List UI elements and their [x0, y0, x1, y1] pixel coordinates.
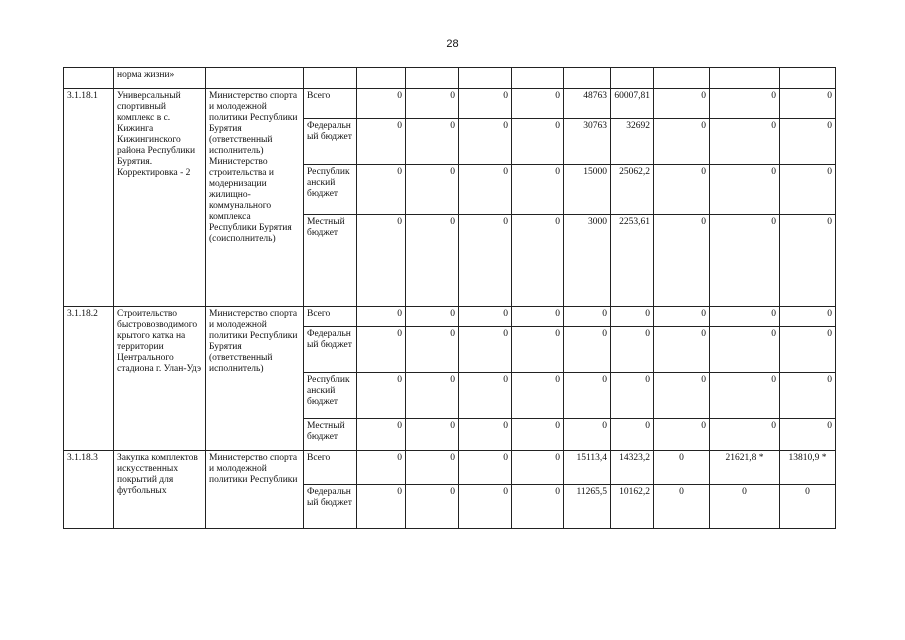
- funding-source: Местный бюджет: [304, 215, 357, 307]
- value-cell: 0: [654, 373, 710, 419]
- value-cell: 0: [459, 451, 512, 485]
- value-cell: 0: [459, 327, 512, 373]
- value-cell: 0: [512, 485, 564, 529]
- value-cell: 0: [564, 307, 611, 327]
- value-cell: 0: [512, 373, 564, 419]
- funding-source: Федеральный бюджет: [304, 485, 357, 529]
- value-cell: 21621,8 *: [710, 451, 780, 485]
- value-cell: 0: [357, 215, 406, 307]
- value-cell: 0: [780, 327, 836, 373]
- value-cell: 0: [459, 485, 512, 529]
- value-cell: 0: [406, 89, 459, 119]
- item-executor: Министерство спорта и молодежной политики Республики Бурятия (ответственный исполнитель): [206, 307, 304, 451]
- value-cell: 0: [459, 215, 512, 307]
- value-cell: 15000: [564, 165, 611, 215]
- value-cell: 0: [406, 419, 459, 451]
- funding-source: Всего: [304, 89, 357, 119]
- funding-source: Республиканский бюджет: [304, 373, 357, 419]
- value-cell: 0: [710, 89, 780, 119]
- value-cell: 0: [654, 485, 710, 529]
- value-cell: 0: [654, 451, 710, 485]
- value-cell: 0: [459, 307, 512, 327]
- value-cell: 0: [564, 373, 611, 419]
- value-cell: 0: [780, 215, 836, 307]
- funding-source: Федеральный бюджет: [304, 119, 357, 165]
- funding-source: Республиканский бюджет: [304, 165, 357, 215]
- value-cell: 0: [459, 89, 512, 119]
- value-cell: 0: [710, 419, 780, 451]
- item-name: Строительство быстровозводимого крытого катка на территории Центрального стадиона г. Улан-Удэ: [114, 307, 206, 451]
- value-cell: 0: [459, 119, 512, 165]
- value-cell: 0: [780, 419, 836, 451]
- table-row: [64, 89, 836, 119]
- item-executor: Министерство спорта и молодежной политики Республики: [206, 451, 304, 529]
- funding-source: Федеральный бюджет: [304, 327, 357, 373]
- value-cell: 0: [710, 215, 780, 307]
- item-code: 3.1.18.3: [64, 451, 114, 529]
- value-cell: 0: [357, 485, 406, 529]
- value-cell: 0: [654, 215, 710, 307]
- value-cell: 30763: [564, 119, 611, 165]
- value-cell: 0: [654, 165, 710, 215]
- value-cell: 0: [654, 89, 710, 119]
- value-cell: 0: [611, 419, 654, 451]
- value-cell: 0: [780, 119, 836, 165]
- item-executor: Министерство спорта и молодежной политики Республики Бурятия (ответственный исполнитель) Министерство строительства и модернизации жилищно-коммунального комплекса Республики Бурятия (соисполнитель): [206, 89, 304, 307]
- value-cell: 0: [512, 419, 564, 451]
- funding-source: Всего: [304, 307, 357, 327]
- value-cell: 60007,81: [611, 89, 654, 119]
- table-row: [64, 451, 836, 485]
- value-cell: 0: [710, 165, 780, 215]
- value-cell: 0: [710, 485, 780, 529]
- value-cell: 0: [406, 373, 459, 419]
- value-cell: 0: [357, 119, 406, 165]
- value-cell: 0: [780, 307, 836, 327]
- value-cell: 0: [611, 307, 654, 327]
- value-cell: 0: [564, 327, 611, 373]
- table-row: [64, 307, 836, 327]
- value-cell: 0: [710, 119, 780, 165]
- value-cell: 0: [406, 165, 459, 215]
- item-code: 3.1.18.2: [64, 307, 114, 451]
- page-number: 28: [446, 38, 459, 50]
- value-cell: 15113,4: [564, 451, 611, 485]
- value-cell: 0: [611, 373, 654, 419]
- value-cell: 0: [459, 419, 512, 451]
- value-cell: 0: [357, 373, 406, 419]
- value-cell: 10162,2: [611, 485, 654, 529]
- value-cell: 0: [710, 307, 780, 327]
- value-cell: 0: [780, 485, 836, 529]
- value-cell: 0: [406, 485, 459, 529]
- value-cell: 0: [357, 307, 406, 327]
- value-cell: 0: [406, 451, 459, 485]
- value-cell: 0: [406, 119, 459, 165]
- value-cell: 0: [357, 327, 406, 373]
- value-cell: 14323,2: [611, 451, 654, 485]
- value-cell: 0: [654, 307, 710, 327]
- value-cell: 0: [611, 327, 654, 373]
- value-cell: 32692: [611, 119, 654, 165]
- value-cell: 0: [654, 327, 710, 373]
- value-cell: 0: [406, 327, 459, 373]
- value-cell: 0: [512, 451, 564, 485]
- value-cell: 0: [654, 119, 710, 165]
- value-cell: 0: [710, 373, 780, 419]
- value-cell: 11265,5: [564, 485, 611, 529]
- item-name: Закупка комплектов искусственных покрытий для футбольных: [114, 451, 206, 529]
- continuation-name: норма жизни»: [114, 68, 206, 89]
- budget-table: [63, 67, 836, 529]
- value-cell: 0: [406, 307, 459, 327]
- value-cell: 0: [512, 89, 564, 119]
- value-cell: 0: [710, 327, 780, 373]
- value-cell: 48763: [564, 89, 611, 119]
- value-cell: 13810,9 *: [780, 451, 836, 485]
- item-code: 3.1.18.1: [64, 89, 114, 307]
- value-cell: 0: [357, 419, 406, 451]
- value-cell: 0: [512, 165, 564, 215]
- value-cell: 0: [406, 215, 459, 307]
- value-cell: 0: [512, 215, 564, 307]
- value-cell: 0: [780, 165, 836, 215]
- value-cell: 3000: [564, 215, 611, 307]
- value-cell: 0: [564, 419, 611, 451]
- item-name: Универсальный спортивный комплекс в с. Кижинга Кижингинского района Республики Бурятия. Корректировка - 2: [114, 89, 206, 307]
- value-cell: 0: [459, 373, 512, 419]
- value-cell: 0: [357, 165, 406, 215]
- value-cell: 0: [512, 119, 564, 165]
- value-cell: 2253,61: [611, 215, 654, 307]
- value-cell: 0: [780, 89, 836, 119]
- funding-source: Местный бюджет: [304, 419, 357, 451]
- value-cell: 0: [512, 327, 564, 373]
- funding-source: Всего: [304, 451, 357, 485]
- value-cell: 0: [654, 419, 710, 451]
- value-cell: 0: [357, 89, 406, 119]
- continuation-row: [64, 68, 836, 89]
- value-cell: 0: [512, 307, 564, 327]
- value-cell: 0: [357, 451, 406, 485]
- value-cell: 25062,2: [611, 165, 654, 215]
- value-cell: 0: [780, 373, 836, 419]
- value-cell: 0: [459, 165, 512, 215]
